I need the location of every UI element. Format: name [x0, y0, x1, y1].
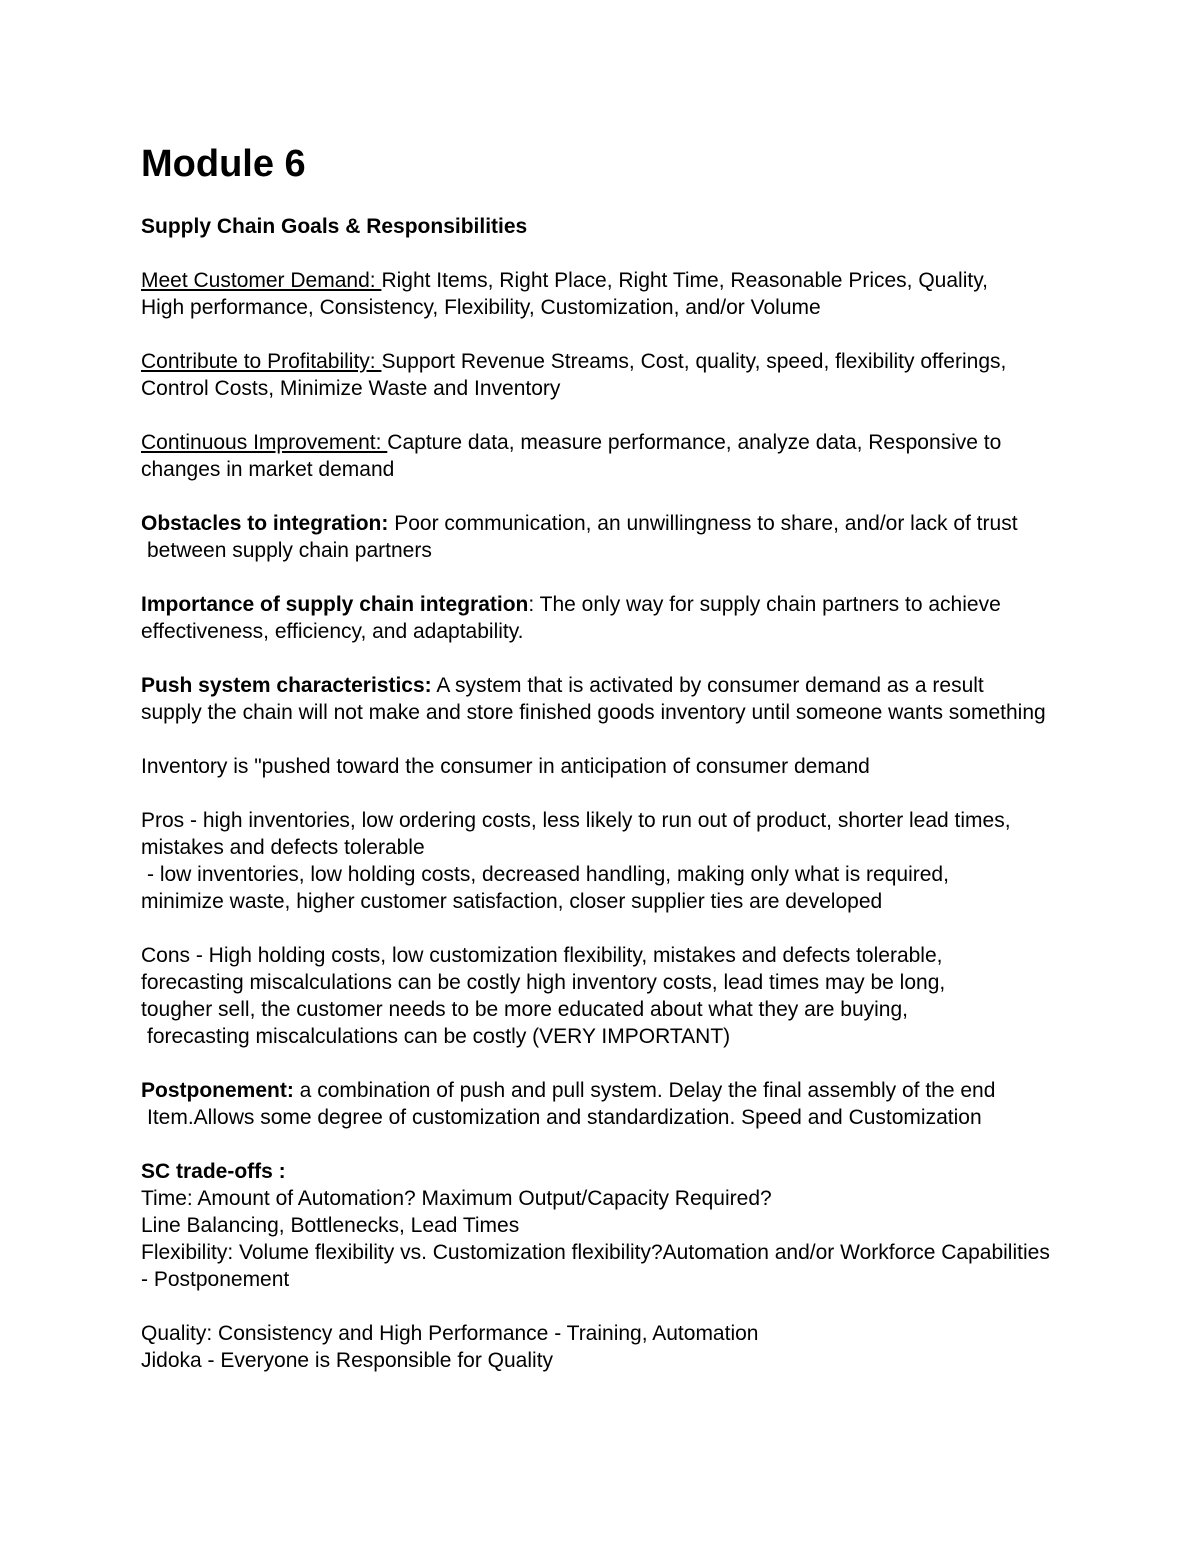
postponement-line-2: Item.Allows some degree of customization and standardization. Speed and Customization: [147, 1106, 982, 1129]
push-system-block: [141, 672, 1181, 726]
pros-line-4: minimize waste, higher customer satisfaction, closer supplier ties are developed: [141, 890, 883, 913]
meet-line-2: High performance, Consistency, Flexibility, Customization, and/or Volume: [141, 296, 821, 319]
obstacles-label: Obstacles to integration:: [141, 512, 389, 535]
continuous-improvement-block: [141, 429, 1181, 483]
importance-block: [141, 591, 1181, 645]
cons-line-1: Cons - High holding costs, low customization flexibility, mistakes and defects tolerable,: [141, 944, 943, 967]
pros-line-3: - low inventories, low holding costs, decreased handling, making only what is required,: [147, 863, 949, 886]
meet-customer-demand-label: Meet Customer Demand:: [141, 269, 382, 292]
inventory-line: Inventory is "pushed toward the consumer in anticipation of consumer demand: [141, 755, 870, 778]
postponement-line-1: a combination of push and pull system. Delay the final assembly of the end: [293, 1079, 996, 1102]
obstacles-line-1: Poor communication, an unwillingness to share, and/or lack of trust: [388, 512, 1018, 535]
tradeoffs-line-6: Jidoka - Everyone is Responsible for Quality: [141, 1349, 554, 1372]
tradeoffs-block: [141, 1158, 1181, 1374]
pros-block: [141, 807, 1181, 915]
cons-block: [141, 942, 1181, 1050]
profit-line-2: Control Costs, Minimize Waste and Inventory: [141, 377, 561, 400]
improve-line-1: Capture data, measure performance, analyze data, Responsive to: [387, 431, 1002, 454]
profitability-block: [141, 348, 1181, 402]
tradeoffs-label: SC trade-offs :: [141, 1160, 286, 1183]
tradeoffs-line-3: Flexibility: Volume flexibility vs. Customization flexibility?Automation and/or Workforce Capabilities: [141, 1241, 1050, 1264]
meet-customer-demand-block: [141, 267, 1181, 321]
push-line-1: A system that is activated by consumer demand as a result: [431, 674, 984, 697]
tradeoffs-line-1: Time: Amount of Automation? Maximum Output/Capacity Required?: [141, 1187, 772, 1210]
postponement-block: [141, 1077, 1181, 1131]
meet-line-1: Right Items, Right Place, Right Time, Reasonable Prices, Quality,: [381, 269, 988, 292]
improve-line-2: changes in market demand: [141, 458, 395, 481]
push-label: Push system characteristics:: [141, 674, 432, 697]
cons-line-4: forecasting miscalculations can be costly (VERY IMPORTANT): [147, 1025, 731, 1048]
push-line-2: supply the chain will not make and store finished goods inventory until someone wants something: [141, 701, 1046, 724]
tradeoffs-line-4: - Postponement: [141, 1268, 290, 1291]
cons-line-3: tougher sell, the customer needs to be more educated about what they are buying,: [141, 998, 908, 1021]
profit-line-1: Support Revenue Streams, Cost, quality, speed, flexibility offerings,: [381, 350, 1007, 373]
section-heading: Supply Chain Goals & Responsibilities: [141, 215, 528, 238]
obstacles-block: [141, 510, 1181, 564]
profitability-label: Contribute to Profitability:: [141, 350, 382, 373]
tradeoffs-line-5: Quality: Consistency and High Performance - Training, Automation: [141, 1322, 759, 1345]
document-page: [141, 140, 1181, 1374]
importance-label: Importance of supply chain integration: [141, 593, 529, 616]
pros-line-1: Pros - high inventories, low ordering costs, less likely to run out of product, shorter lead times,: [141, 809, 1011, 832]
cons-line-2: forecasting miscalculations can be costly high inventory costs, lead times may be long,: [141, 971, 946, 994]
obstacles-line-2: between supply chain partners: [147, 539, 432, 562]
postponement-label: Postponement:: [141, 1079, 294, 1102]
improvement-label: Continuous Improvement:: [141, 431, 388, 454]
tradeoffs-line-2: Line Balancing, Bottlenecks, Lead Times: [141, 1214, 520, 1237]
importance-line-2: effectiveness, efficiency, and adaptability.: [141, 620, 524, 643]
importance-line-1: : The only way for supply chain partners to achieve: [528, 593, 1001, 616]
pros-line-2: mistakes and defects tolerable: [141, 836, 425, 859]
page-title: Module 6: [141, 143, 306, 185]
